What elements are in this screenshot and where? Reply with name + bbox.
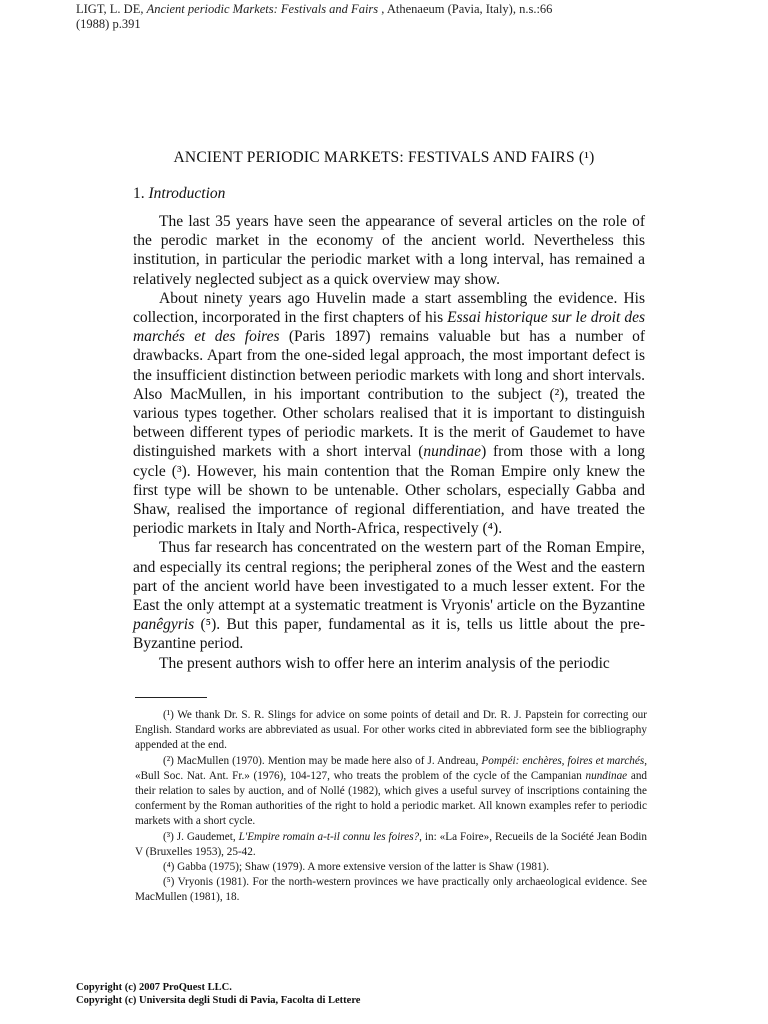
footnote-4: (⁴) Gabba (1975); Shaw (1979). A more extensive version of the latter is Shaw (1981). xyxy=(163,861,550,874)
text-run: (Paris 1897) remains valuable but has a number of drawbacks. Apart from the one-sided legal approach, the most important defect is the insufficient distinction between periodic markets with long and short intervals. Also MacMullen, in his important contribution to the subject (²), treated the various types together. Other scholars realised that it is important to distinguish between different types of periodic markets. It is the merit of Gaudemet to have distinguished markets with a short interval ( xyxy=(133,328,645,461)
text-run: About ninety years ago Huvelin made a start assembling the evidence. His collection, incorporated in the first chapters of his xyxy=(133,289,645,327)
footnotes xyxy=(135,708,647,906)
text-run: (⁵). But this paper, fundamental as it is, tells us little about the pre-Byzantine period. xyxy=(133,616,645,653)
section-heading xyxy=(133,185,225,203)
italic-term: nundinae xyxy=(423,443,482,461)
footnote-2 xyxy=(135,754,647,830)
italic-title: L'Empire romain a-t-il connu les foires? xyxy=(238,830,420,843)
paragraph-1: The last 35 years have seen the appearance of several articles on the role of the perodic market in the economy of the ancient world. Nevertheless this institution, in particular the periodic market with a long interval, has remained a relatively neglected subject as a quick overview may show. xyxy=(133,213,645,288)
text-run: and their relation to sales by auction, and of Nollé (1982), which gives a useful survey of inscriptions containing the conferment by the Roman authorities of the right to hold a periodic market. All known examples refer to periodic markets with a short cycle. xyxy=(135,769,648,828)
article-title: ANCIENT PERIODIC MARKETS: FESTIVALS AND FAIRS (¹) xyxy=(173,149,595,166)
footnote-5: (⁵) Vryonis (1981). For the north-western provinces we have practically only archaeological evidence. See MacMullen (1981), 18. xyxy=(135,876,647,904)
text-run: , «Bull Soc. Nat. Ant. Fr.» (1976), 104-127, who treats the problem of the cycle of the Campanian xyxy=(135,754,647,782)
section-number: 1. xyxy=(133,185,145,202)
footnote-3 xyxy=(135,830,647,860)
citation-work-title: Ancient periodic Markets: Festivals and Fairs xyxy=(146,2,379,16)
copyright-line-2: Copyright (c) Universita degli Studi di Pavia, Facolta di Lettere xyxy=(76,995,361,1006)
text-run: Thus far research has concentrated on the western part of the Roman Empire, and especially its central regions; the peripheral zones of the West and the eastern part of the ancient world have been investigated to a much lesser extent. For the East the only attempt at a systematic treatment is Vryonis' article on the Byzantine xyxy=(133,539,645,615)
section-title: Introduction xyxy=(148,185,226,202)
text-run: ) from those with a long cycle (³). However, his main contention that the Roman Empire only knew the first type will be shown to be untenable. Other scholars, especially Gabba and Shaw, realised the importance of regional differentiation, and have treated the periodic markets in Italy and North-Africa, respectively (⁴). xyxy=(133,443,645,538)
citation-authors: LIGT, L. DE, xyxy=(76,2,147,16)
italic-term: nundinae xyxy=(585,769,628,782)
citation-header xyxy=(76,2,696,32)
text-run: , in: «La Foire», Recueils de la Société Jean Bodin V (Bruxelles 1953), 25-42. xyxy=(135,830,647,858)
italic-title: Pompéi: enchères, foires et marchés xyxy=(481,754,645,767)
italic-title: Essai historique sur le droit des marchés et des foires xyxy=(133,309,645,346)
paragraph-3 xyxy=(133,538,645,653)
copyright-notice xyxy=(76,981,360,1007)
italic-term: panêgyris xyxy=(133,616,195,634)
citation-year-page: (1988) p.391 xyxy=(76,17,141,31)
copyright-line-1: Copyright (c) 2007 ProQuest LLC. xyxy=(76,982,232,993)
paragraph-4: The present authors wish to offer here an interim analysis of the periodic xyxy=(159,654,610,672)
footnote-1: (¹) We thank Dr. S. R. Slings for advice on some points of detail and Dr. R. J. Papstein for correcting our English. Standard works are abbreviated as usual. For other works cited in abbreviated form see the bibliography appended at the end. xyxy=(135,709,647,752)
citation-source: , Athenaeum (Pavia, Italy), n.s.:66 xyxy=(378,2,553,16)
footnote-divider xyxy=(135,697,207,698)
article-body xyxy=(133,212,645,673)
paragraph-2 xyxy=(133,289,645,539)
text-run: (³) J. Gaudemet, xyxy=(163,830,239,843)
text-run: (²) MacMullen (1970). Mention may be made here also of J. Andreau, xyxy=(163,754,482,767)
